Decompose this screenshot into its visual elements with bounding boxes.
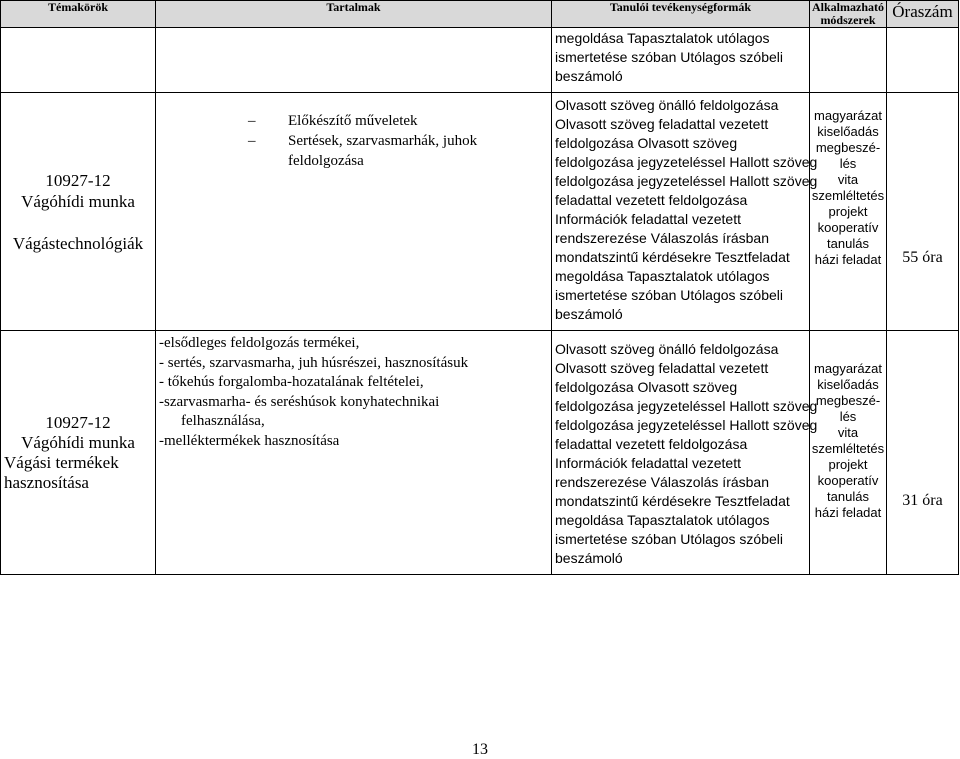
method-line: megbeszé- (815, 140, 881, 155)
content-line: felhasználása, (181, 413, 265, 429)
hours-cell: 55 óra (887, 93, 959, 331)
topic-line: Vágóhídi munka (21, 432, 135, 452)
list-item-text: Előkészítő műveletek (288, 113, 418, 129)
method-line: magyarázat (814, 361, 882, 376)
activity-cell (552, 331, 818, 575)
list-item (156, 131, 551, 151)
content-line: -szarvasmarha- és seréshúsok konyhatechnikai (159, 393, 440, 410)
activity-line: Olvasott szöveg feladattal vezetett (555, 116, 769, 132)
method-line: kiselőadás (817, 377, 879, 392)
list-item-text: Sertések, szarvasmarhák, juhok (288, 133, 478, 149)
list-item (156, 151, 551, 171)
method-line: szemléltetés (811, 188, 885, 203)
activity-line: megoldása Tapasztalatok utólagos (555, 512, 770, 528)
activity-line: feldolgozása jegyzeteléssel Hallott szöveg (555, 154, 818, 170)
activity-line: rendszerezése Válaszolás írásban (555, 230, 770, 246)
activity-line: Információk feladattal vezetett (555, 455, 741, 471)
topic-line: Vágási termékek (4, 452, 119, 472)
topic-line: hasznosítása (4, 472, 89, 492)
activity-line: megoldása Tapasztalatok utólagos (555, 268, 770, 284)
method-cell (810, 93, 887, 331)
activity-line: feldolgozása Olvasott szöveg (555, 379, 738, 395)
method-line: kooperatív (817, 473, 879, 488)
topic-line: 10927-12 (45, 170, 111, 190)
activity-line: Olvasott szöveg önálló feldolgozása (555, 341, 779, 357)
activity-line: Olvasott szöveg önálló feldolgozása (555, 97, 779, 113)
content-cell (156, 331, 552, 575)
topic-line: Vágóhídi munka (21, 191, 135, 211)
content-line: - tőkehús forgalomba-hozatalának feltételei, (159, 374, 424, 390)
method-line: tanulás (827, 236, 869, 251)
carry-hours-cell (887, 28, 959, 93)
method-cell (810, 331, 887, 575)
header-modszerek-line2: módszerek (820, 13, 876, 27)
header-modszerek (810, 1, 887, 28)
activity-line: ismertetése szóban Utólagos szóbeli (555, 49, 784, 65)
activity-line: feladattal vezetett feldolgozása (555, 192, 748, 208)
carry-activity-cell (552, 28, 810, 93)
method-line: magyarázat (814, 108, 882, 123)
activity-line: mondatszintű kérdésekre Tesztfeladat (555, 493, 790, 509)
carry-over-row (1, 28, 959, 93)
list-dash: – (248, 113, 256, 129)
method-line: lés (839, 409, 857, 424)
header-row (1, 1, 959, 28)
topic-line: 10927-12 (45, 412, 111, 432)
list-dash: – (248, 133, 256, 149)
activity-line: ismertetése szóban Utólagos szóbeli (555, 287, 784, 303)
activity-line: feladattal vezetett feldolgozása (555, 436, 748, 452)
carry-content-cell (156, 28, 552, 93)
activity-line: feldolgozása jegyzeteléssel Hallott szöveg (555, 398, 818, 414)
activity-cell (552, 93, 818, 331)
topic-cell (1, 93, 156, 331)
activity-line: beszámoló (555, 306, 623, 322)
activity-line: beszámoló (555, 68, 623, 84)
activity-line: feldolgozása jegyzeteléssel Hallott szöveg (555, 417, 818, 433)
activity-line: ismertetése szóban Utólagos szóbeli (555, 531, 784, 547)
content-line: - sertés, szarvasmarha, juh húsrészei, hasznosításuk (159, 354, 469, 371)
page-number: 13 (472, 741, 488, 758)
content-line: -elsődleges feldolgozás termékei, (159, 335, 360, 351)
method-line: házi feladat (814, 252, 882, 267)
header-tartalmak: Tartalmak (156, 1, 552, 28)
list-dash (156, 151, 288, 171)
content-cell (156, 93, 552, 331)
topic-line: Vágástechnológiák (12, 233, 144, 253)
method-line: vita (837, 425, 859, 440)
content-line: -melléktermékek hasznosítása (159, 432, 340, 449)
topic-cell (1, 331, 156, 575)
header-modszerek-line1: Alkalmazható (812, 0, 884, 14)
activity-line: rendszerezése Válaszolás írásban (555, 474, 770, 490)
list-item (156, 111, 551, 131)
activity-line: Olvasott szöveg feladattal vezetett (555, 360, 769, 376)
table-row (1, 93, 959, 331)
activity-line: mondatszintű kérdésekre Tesztfeladat (555, 249, 790, 265)
activity-line: megoldása Tapasztalatok utólagos (555, 30, 770, 46)
activity-line: feldolgozása Olvasott szöveg (555, 135, 738, 151)
method-line: projekt (828, 204, 868, 219)
activity-line: beszámoló (555, 550, 623, 566)
table-row (1, 331, 959, 575)
method-line: szemléltetés (811, 441, 885, 456)
activity-line: feldolgozása jegyzeteléssel Hallott szöveg (555, 173, 818, 189)
header-tevekenyseg: Tanulói tevékenységformák (552, 1, 810, 28)
method-line: tanulás (827, 489, 869, 504)
activity-line: Információk feladattal vezetett (555, 211, 741, 227)
header-temakorok: Témakörök (1, 1, 156, 28)
header-oraszam: Óraszám (887, 1, 959, 28)
hours-cell: 31 óra (887, 331, 959, 575)
list-item-text: feldolgozása (288, 153, 364, 169)
carry-topic-cell (1, 28, 156, 93)
method-line: házi feladat (814, 505, 882, 520)
topic-line (1, 212, 155, 233)
method-line: vita (837, 172, 859, 187)
method-line: megbeszé- (815, 393, 881, 408)
carry-method-cell (810, 28, 887, 93)
method-line: kiselőadás (817, 124, 879, 139)
method-line: kooperatív (817, 220, 879, 235)
method-line: projekt (828, 457, 868, 472)
method-line: lés (839, 156, 857, 171)
